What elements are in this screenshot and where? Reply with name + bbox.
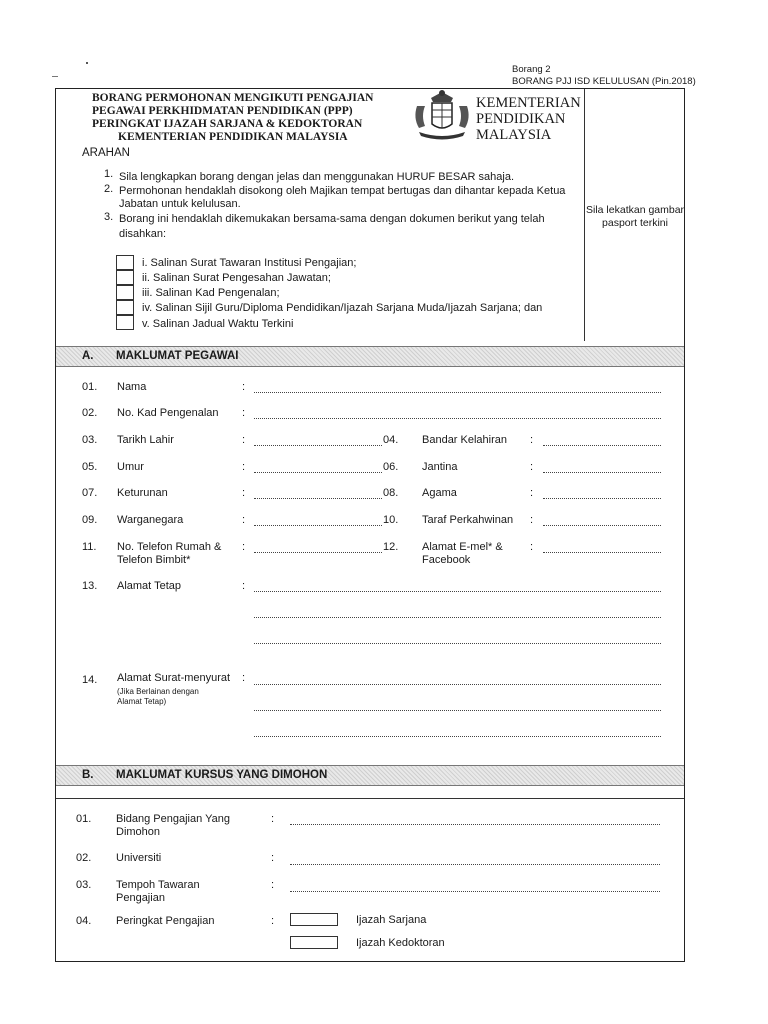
field-number: 01.	[76, 813, 92, 825]
email-input[interactable]	[543, 552, 661, 553]
field-label-field-of-study-2: Dimohon	[116, 826, 161, 838]
ministry-name-line-1: KEMENTERIAN	[476, 95, 581, 111]
field-number: 08.	[383, 487, 399, 499]
field-colon: :	[242, 514, 246, 526]
scan-speck	[86, 62, 88, 64]
field-label-email-2: Facebook	[422, 554, 471, 566]
instruction-text: Permohonan hendaklah disokong oleh Majikan tempat bertugas dan dihantar kepada Ketua	[119, 185, 566, 197]
field-colon: :	[271, 879, 275, 891]
form-title-line-2: PEGAWAI PERKHIDMATAN PENDIDIKAN (PPP)	[92, 105, 353, 117]
photo-box-divider	[584, 89, 585, 341]
field-number: 11.	[82, 541, 97, 553]
age-input[interactable]	[254, 472, 382, 473]
field-number: 03.	[76, 879, 92, 891]
section-b-header	[56, 765, 684, 786]
field-label-mailing-address: Alamat Surat-menyurat	[117, 672, 231, 684]
section-a-header	[56, 346, 684, 367]
section-b-letter: B.	[82, 769, 94, 781]
ic-number-input[interactable]	[254, 418, 661, 419]
field-colon: :	[242, 580, 246, 592]
scan-speck	[52, 76, 58, 77]
birth-city-input[interactable]	[543, 445, 661, 446]
field-number: 07.	[82, 487, 98, 499]
form-title-line-4: KEMENTERIAN PENDIDIKAN MALAYSIA	[118, 131, 348, 143]
ethnicity-input[interactable]	[254, 498, 382, 499]
document-checkbox[interactable]	[116, 270, 134, 285]
masters-option-box[interactable]	[290, 913, 338, 926]
field-colon: :	[271, 852, 275, 864]
ministry-name-line-3: MALAYSIA	[476, 127, 552, 143]
field-label-ethnicity: Keturunan	[117, 487, 168, 499]
field-label-phone: No. Telefon Rumah &	[117, 541, 222, 553]
document-item-label: iii. Salinan Kad Pengenalan;	[142, 287, 280, 299]
field-colon: :	[242, 407, 246, 419]
form-title-line-3: PERINGKAT IJAZAH SARJANA & KEDOKTORAN	[92, 118, 363, 130]
field-number: 04.	[383, 434, 399, 446]
field-label-age: Umur	[117, 461, 144, 473]
section-a-letter: A.	[82, 350, 94, 362]
section-b-title: MAKLUMAT KURSUS YANG DIMOHON	[116, 769, 328, 781]
date-of-birth-input[interactable]	[254, 445, 382, 446]
field-colon: :	[271, 813, 275, 825]
field-number: 02.	[76, 852, 92, 864]
ministry-name-line-2: PENDIDIKAN	[476, 111, 566, 127]
field-colon: :	[242, 434, 246, 446]
section-b-subdivider	[56, 798, 684, 799]
permanent-address-input[interactable]	[254, 643, 661, 644]
field-label-nama: Nama	[117, 381, 147, 393]
mailing-address-note: (Jika Berlainan dengan	[117, 687, 199, 696]
field-colon: :	[242, 487, 246, 499]
instruction-number: 3.	[104, 211, 114, 223]
coat-of-arms-logo	[409, 88, 475, 142]
document-item-label: iv. Salinan Sijil Guru/Diploma Pendidikan/Ijazah Sarjana Muda/Ijazah Sarjana; dan	[142, 302, 543, 314]
field-number: 02.	[82, 407, 98, 419]
field-label-religion: Agama	[422, 487, 457, 499]
instruction-text: disahkan:	[119, 228, 167, 240]
field-label-university: Universiti	[116, 852, 162, 864]
field-label-offer-period: Tempoh Tawaran	[116, 879, 200, 891]
field-label-field-of-study: Bidang Pengajian Yang	[116, 813, 230, 825]
instruction-text: Jabatan untuk kelulusan.	[119, 198, 241, 210]
field-colon: :	[530, 514, 534, 526]
citizenship-input[interactable]	[254, 525, 382, 526]
field-colon: :	[242, 672, 246, 684]
field-number: 14.	[82, 674, 98, 686]
field-label-offer-period-2: Pengajian	[116, 892, 165, 904]
document-checkbox[interactable]	[116, 285, 134, 300]
field-number: 10.	[383, 514, 399, 526]
field-number: 04.	[76, 915, 92, 927]
field-colon: :	[530, 434, 534, 446]
university-input[interactable]	[290, 864, 660, 865]
field-label-birth-city: Bandar Kelahiran	[422, 434, 508, 446]
gender-input[interactable]	[543, 472, 661, 473]
phd-option-box[interactable]	[290, 936, 338, 949]
field-number: 01.	[82, 381, 98, 393]
field-of-study-input[interactable]	[290, 824, 660, 825]
mailing-address-input[interactable]	[254, 684, 661, 685]
field-label-date-of-birth: Tarikh Lahir	[117, 434, 174, 446]
photo-instruction-line-2: pasport terkini	[602, 217, 668, 229]
mailing-address-input[interactable]	[254, 710, 661, 711]
field-number: 13.	[82, 580, 98, 592]
phone-input[interactable]	[254, 552, 382, 553]
field-label-email: Alamat E-mel* &	[422, 541, 503, 553]
field-label-phone-2: Telefon Bimbit*	[117, 554, 191, 566]
field-colon: :	[242, 461, 246, 473]
mailing-address-note-2: Alamat Tetap)	[117, 697, 167, 706]
document-item-label: i. Salinan Surat Tawaran Institusi Pengajian;	[142, 257, 357, 269]
photo-instruction-line-1: Sila lekatkan gambar	[586, 204, 685, 216]
field-number: 12.	[383, 541, 399, 553]
field-colon: :	[530, 541, 534, 553]
marital-status-input[interactable]	[543, 525, 661, 526]
document-checkbox[interactable]	[116, 300, 134, 315]
field-colon: :	[242, 381, 246, 393]
field-colon: :	[530, 461, 534, 473]
instruction-text: Sila lengkapkan borang dengan jelas dan menggunakan HURUF BESAR sahaja.	[119, 171, 515, 183]
field-colon: :	[242, 541, 246, 553]
field-label-ic-number: No. Kad Pengenalan	[117, 407, 219, 419]
religion-input[interactable]	[543, 498, 661, 499]
document-item-label: ii. Salinan Surat Pengesahan Jawatan;	[142, 272, 331, 284]
doc-ref-form-number: Borang 2	[512, 64, 551, 75]
document-item-label: v. Salinan Jadual Waktu Terkini	[142, 318, 294, 330]
form-title-line-1: BORANG PERMOHONAN MENGIKUTI PENGAJIAN	[92, 92, 374, 104]
section-a-title: MAKLUMAT PEGAWAI	[116, 350, 239, 362]
field-label-marital-status: Taraf Perkahwinan	[422, 514, 514, 526]
document-checkbox[interactable]	[116, 255, 134, 270]
offer-period-input[interactable]	[290, 891, 660, 892]
nama-input[interactable]	[254, 392, 661, 393]
field-label-study-level: Peringkat Pengajian	[116, 915, 215, 927]
field-number: 03.	[82, 434, 98, 446]
document-checkbox[interactable]	[116, 315, 134, 330]
field-colon: :	[530, 487, 534, 499]
instructions-heading: ARAHAN	[82, 147, 130, 159]
instruction-number: 1.	[104, 168, 114, 180]
field-colon: :	[271, 915, 275, 927]
permanent-address-input[interactable]	[254, 617, 661, 618]
instruction-text: Borang ini hendaklah dikemukakan bersama-sama dengan dokumen berikut yang telah	[119, 213, 545, 225]
mailing-address-input[interactable]	[254, 736, 661, 737]
masters-option-label: Ijazah Sarjana	[356, 914, 427, 926]
field-number: 05.	[82, 461, 98, 473]
field-number: 06.	[383, 461, 399, 473]
field-label-citizenship: Warganegara	[117, 514, 184, 526]
field-number: 09.	[82, 514, 98, 526]
phd-option-label: Ijazah Kedoktoran	[356, 937, 445, 949]
permanent-address-input[interactable]	[254, 591, 661, 592]
field-label-gender: Jantina	[422, 461, 458, 473]
instruction-number: 2.	[104, 183, 114, 195]
doc-ref-code: BORANG PJJ ISD KELULUSAN (Pin.2018)	[512, 76, 696, 87]
field-label-permanent-address: Alamat Tetap	[117, 580, 182, 592]
